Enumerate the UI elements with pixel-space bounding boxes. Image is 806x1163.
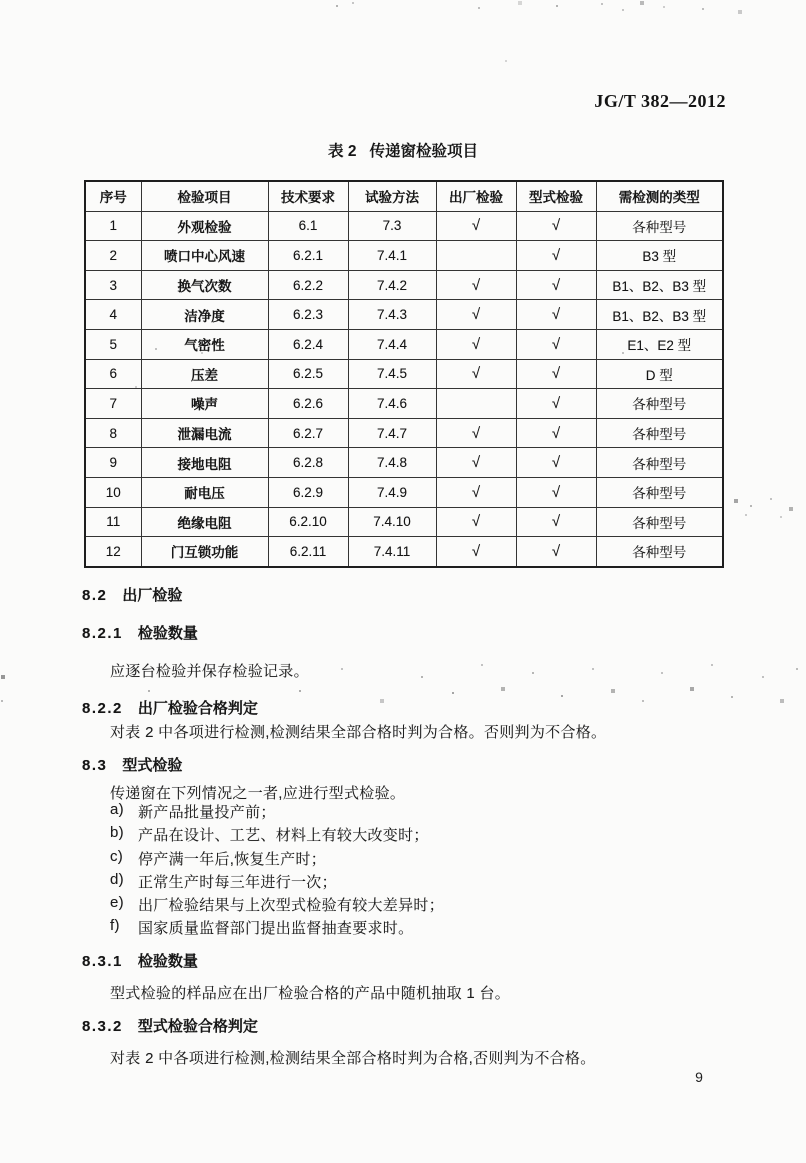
table-row bbox=[85, 300, 723, 330]
list-item-text: 新产品批量投产前； bbox=[138, 804, 276, 821]
check-mark-cell: √ bbox=[516, 270, 596, 300]
column-header: 检验项目 bbox=[141, 181, 268, 211]
table-cell: 7.4.5 bbox=[348, 359, 436, 389]
table-cell: 6.1 bbox=[268, 211, 348, 241]
table-cell: 洁净度 bbox=[141, 300, 268, 330]
table-cell: B1、B2、B3 型 bbox=[596, 300, 723, 330]
table-row bbox=[85, 241, 723, 271]
list-item-marker: b) bbox=[110, 824, 124, 842]
section-title: 检验数量 bbox=[137, 625, 198, 642]
table-cell: B1、B2、B3 型 bbox=[596, 270, 723, 300]
table-cell: 6.2.1 bbox=[268, 241, 348, 271]
table-cell: 5 bbox=[85, 329, 141, 359]
check-mark-cell: √ bbox=[516, 507, 596, 537]
check-mark-cell: √ bbox=[436, 507, 516, 537]
table-row bbox=[85, 270, 723, 300]
table-cell: 耐电压 bbox=[141, 477, 268, 507]
check-mark-cell: √ bbox=[436, 300, 516, 330]
scan-noise bbox=[0, 344, 2, 346]
inspection-items-table bbox=[84, 180, 724, 568]
table-cell: 接地电阻 bbox=[141, 448, 268, 478]
check-mark-cell: √ bbox=[436, 270, 516, 300]
check-mark-cell: √ bbox=[516, 300, 596, 330]
table-cell: 各种型号 bbox=[596, 418, 723, 448]
table-cell: 6.2.5 bbox=[268, 359, 348, 389]
section-heading-8-3-2 bbox=[82, 1015, 258, 1036]
table-cell: 12 bbox=[85, 537, 141, 567]
table-cell: 各种型号 bbox=[596, 537, 723, 567]
table-cell: 6.2.2 bbox=[268, 270, 348, 300]
table-cell: 8 bbox=[85, 418, 141, 448]
table-cell: 各种型号 bbox=[596, 477, 723, 507]
section-title: 出厂检验合格判定 bbox=[137, 700, 258, 717]
table-cell: B3 型 bbox=[596, 241, 723, 271]
table-row bbox=[85, 359, 723, 389]
check-mark-cell: √ bbox=[516, 418, 596, 448]
section-heading-8-3-1 bbox=[82, 950, 198, 971]
table-cell: 6.2.8 bbox=[268, 448, 348, 478]
list-item-marker: c) bbox=[110, 847, 124, 865]
table-caption-text: 传递窗检验项目 bbox=[369, 143, 478, 160]
list-item-marker: a) bbox=[110, 801, 124, 818]
table-cell: 6 bbox=[85, 359, 141, 389]
check-mark-cell: √ bbox=[436, 359, 516, 389]
table-cell: 噪声 bbox=[141, 389, 268, 419]
table-cell: 7.4.4 bbox=[348, 329, 436, 359]
check-mark-cell: √ bbox=[516, 448, 596, 478]
condition-list-item bbox=[110, 871, 444, 894]
table-cell: 6.2.10 bbox=[268, 507, 348, 537]
table-cell: 换气次数 bbox=[141, 270, 268, 300]
paragraph-8-3-2: 对表 2 中各项进行检测,检测结果全部合格时判为合格,否则判为不合格。 bbox=[110, 1050, 596, 1067]
check-mark-cell: √ bbox=[516, 537, 596, 567]
table-row bbox=[85, 477, 723, 507]
condition-list-item bbox=[110, 848, 444, 871]
table-cell: 喷口中心风速 bbox=[141, 241, 268, 271]
table-cell: 11 bbox=[85, 507, 141, 537]
condition-list-item bbox=[110, 801, 444, 824]
standard-number: JG/T 382—2012 bbox=[594, 91, 726, 111]
table-cell: 7.4.1 bbox=[348, 241, 436, 271]
check-mark-cell: √ bbox=[516, 477, 596, 507]
list-item-marker: d) bbox=[110, 870, 124, 888]
condition-list-item bbox=[110, 824, 444, 847]
check-mark-cell: √ bbox=[516, 211, 596, 241]
section-number: 8.3 bbox=[82, 757, 108, 774]
scan-noise bbox=[0, 0, 2, 2]
table-cell: 6.2.9 bbox=[268, 477, 348, 507]
section-title: 型式检验 bbox=[122, 757, 183, 774]
condition-list-item bbox=[110, 894, 444, 917]
table-cell: 各种型号 bbox=[596, 448, 723, 478]
section-title: 出厂检验 bbox=[122, 587, 183, 604]
table-row bbox=[85, 211, 723, 241]
table-cell: 10 bbox=[85, 477, 141, 507]
section-number: 8.2.2 bbox=[82, 700, 123, 717]
table-cell: 6.2.4 bbox=[268, 329, 348, 359]
table-cell: 7.4.7 bbox=[348, 418, 436, 448]
list-item-marker: e) bbox=[110, 894, 124, 912]
table-cell: 7.4.10 bbox=[348, 507, 436, 537]
table-cell: 2 bbox=[85, 241, 141, 271]
scan-noise bbox=[0, 660, 2, 662]
table-cell: 7.3 bbox=[348, 211, 436, 241]
section-number: 8.3.2 bbox=[82, 1018, 123, 1035]
section-number: 8.2 bbox=[82, 587, 108, 604]
table-cell: 气密性 bbox=[141, 329, 268, 359]
section-number: 8.3.1 bbox=[82, 953, 123, 970]
section-title: 型式检验合格判定 bbox=[137, 1018, 258, 1035]
table-cell: 外观检验 bbox=[141, 211, 268, 241]
table-cell: 6.2.6 bbox=[268, 389, 348, 419]
inspection-table-body bbox=[85, 211, 723, 567]
table-cell: 9 bbox=[85, 448, 141, 478]
check-mark-cell: √ bbox=[436, 329, 516, 359]
check-mark-cell: √ bbox=[516, 329, 596, 359]
list-item-text: 国家质量监督部门提出监督抽查要求时。 bbox=[138, 920, 414, 938]
paragraph-8-3: 传递窗在下列情况之一者,应进行型式检验。 bbox=[110, 785, 406, 802]
check-mark-cell: √ bbox=[516, 241, 596, 271]
table-cell: 绝缘电阻 bbox=[141, 507, 268, 537]
section-number: 8.2.1 bbox=[82, 625, 123, 642]
table-header-row bbox=[85, 181, 723, 211]
table-row bbox=[85, 329, 723, 359]
table-cell: 6.2.7 bbox=[268, 418, 348, 448]
paragraph-8-3-1: 型式检验的样品应在出厂检验合格的产品中随机抽取 1 台。 bbox=[110, 985, 511, 1002]
column-header: 出厂检验 bbox=[436, 181, 516, 211]
table-cell: 7 bbox=[85, 389, 141, 419]
table-cell: 7.4.11 bbox=[348, 537, 436, 567]
column-header: 型式检验 bbox=[516, 181, 596, 211]
section-title: 检验数量 bbox=[137, 953, 198, 970]
table-cell: 6.2.3 bbox=[268, 300, 348, 330]
section-heading-8-3 bbox=[82, 754, 182, 775]
check-mark-cell bbox=[436, 241, 516, 271]
table-row bbox=[85, 448, 723, 478]
table-cell: E1、E2 型 bbox=[596, 329, 723, 359]
table-caption bbox=[0, 139, 806, 161]
section-heading-8-2-1 bbox=[82, 622, 198, 643]
table-cell: 7.4.3 bbox=[348, 300, 436, 330]
table-cell: 泄漏电流 bbox=[141, 418, 268, 448]
paragraph-8-2-2: 对表 2 中各项进行检测,检测结果全部合格时判为合格。否则判为不合格。 bbox=[110, 724, 607, 741]
table-cell: 7.4.2 bbox=[348, 270, 436, 300]
list-item-text: 停产满一年后,恢复生产时； bbox=[138, 850, 327, 868]
table-row bbox=[85, 537, 723, 567]
table-cell: 7.4.6 bbox=[348, 389, 436, 419]
table-cell: 各种型号 bbox=[596, 507, 723, 537]
column-header: 技术要求 bbox=[268, 181, 348, 211]
condition-list-item bbox=[110, 917, 444, 940]
table-caption-label: 表 2 bbox=[328, 143, 357, 160]
table-cell: 各种型号 bbox=[596, 389, 723, 419]
table-cell: 各种型号 bbox=[596, 211, 723, 241]
list-item-text: 产品在设计、工艺、材料上有较大改变时； bbox=[138, 827, 429, 845]
list-item-marker: f) bbox=[110, 917, 120, 935]
check-mark-cell: √ bbox=[516, 389, 596, 419]
column-header: 序号 bbox=[85, 181, 141, 211]
table-cell: 3 bbox=[85, 270, 141, 300]
type-inspection-conditions-list bbox=[110, 801, 444, 941]
column-header: 需检测的类型 bbox=[596, 181, 723, 211]
check-mark-cell: √ bbox=[436, 477, 516, 507]
check-mark-cell: √ bbox=[516, 359, 596, 389]
table-cell: D 型 bbox=[596, 359, 723, 389]
section-heading-8-2 bbox=[82, 584, 182, 605]
table-cell: 7.4.9 bbox=[348, 477, 436, 507]
table-cell: 1 bbox=[85, 211, 141, 241]
check-mark-cell bbox=[436, 389, 516, 419]
section-heading-8-2-2 bbox=[82, 697, 258, 718]
column-header: 试验方法 bbox=[348, 181, 436, 211]
check-mark-cell: √ bbox=[436, 537, 516, 567]
table-row bbox=[85, 389, 723, 419]
paragraph-8-2-1: 应逐台检验并保存检验记录。 bbox=[110, 663, 309, 680]
check-mark-cell: √ bbox=[436, 418, 516, 448]
table-row bbox=[85, 507, 723, 537]
table-row bbox=[85, 418, 723, 448]
list-item-text: 正常生产时每三年进行一次； bbox=[138, 873, 337, 891]
table-cell: 4 bbox=[85, 300, 141, 330]
table-cell: 门互锁功能 bbox=[141, 537, 268, 567]
table-cell: 压差 bbox=[141, 359, 268, 389]
page-number: 9 bbox=[695, 1069, 703, 1085]
table-cell: 6.2.11 bbox=[268, 537, 348, 567]
scan-noise bbox=[728, 494, 730, 496]
check-mark-cell: √ bbox=[436, 448, 516, 478]
check-mark-cell: √ bbox=[436, 211, 516, 241]
table-cell: 7.4.8 bbox=[348, 448, 436, 478]
list-item-text: 出厂检验结果与上次型式检验有较大差异时； bbox=[138, 897, 445, 915]
